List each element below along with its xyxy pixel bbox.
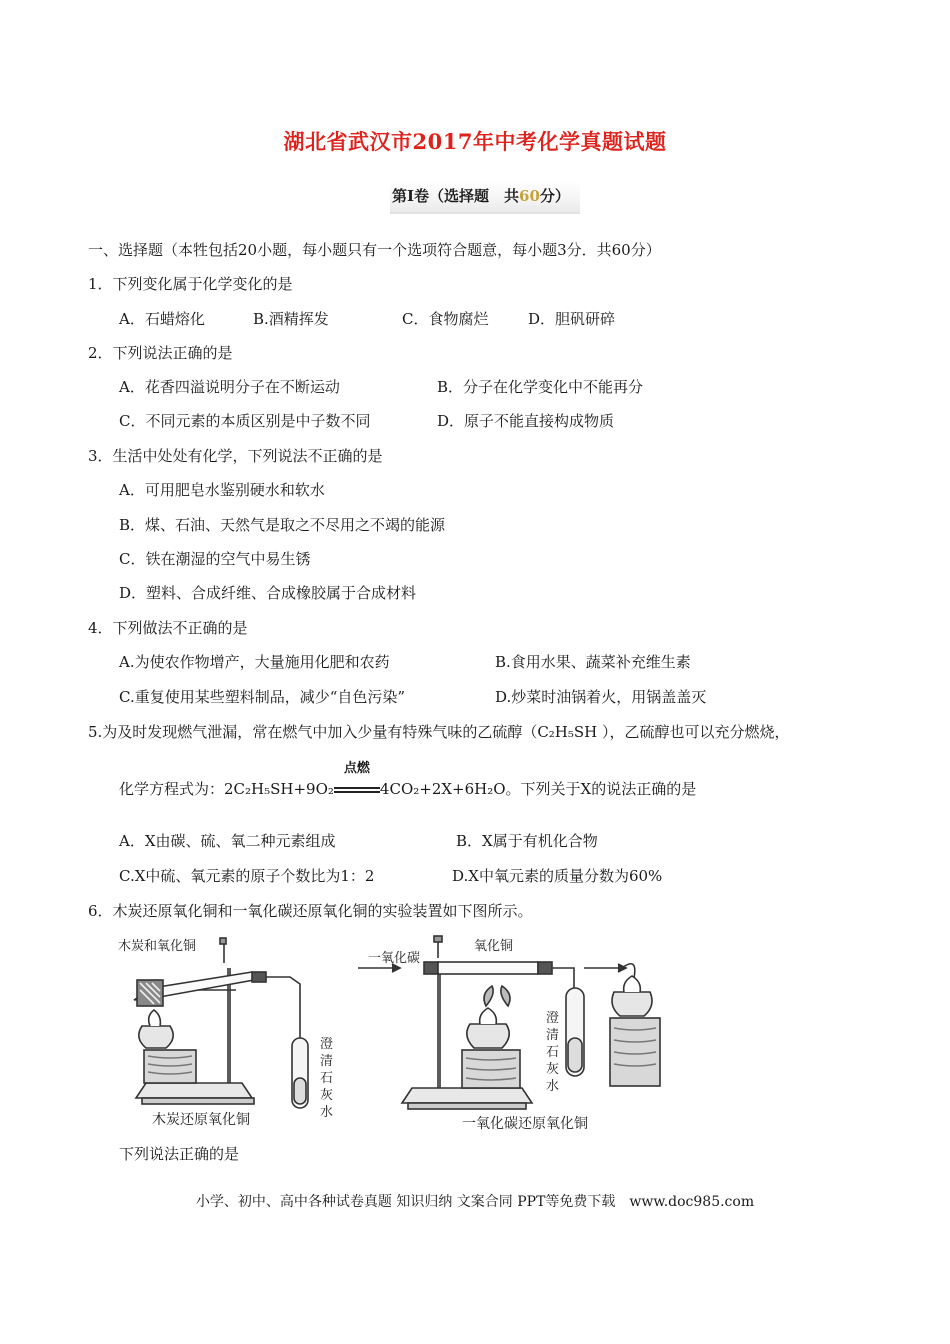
q2-option-a: A．花香四溢说明分子在不断运动: [119, 378, 340, 396]
section-heading: [390, 181, 580, 214]
charcoal-reduction-apparatus: [112, 928, 342, 1128]
right-limewater-char: 石: [546, 1045, 560, 1060]
right-figure-caption: 一氧化碳还原氧化铜: [462, 1116, 588, 1132]
equation-lead: 化学方程式为：2C₂H₅SH+9O₂: [119, 780, 334, 798]
instructions: 一、选择题（本牲包括20小题，每小题只有一个选项符合题意，每小题3分．共60分）: [88, 241, 661, 259]
section-suffix: 分）: [539, 187, 570, 205]
left-limewater-char: 水: [320, 1105, 334, 1120]
co-reduction-apparatus: [352, 928, 672, 1138]
q4-option-d: D.炒菜时油锅着火，用锅盖盖灭: [495, 688, 707, 706]
q4-option-a: A.为使农作物增产，大量施用化肥和农药: [119, 653, 390, 671]
condition-label: 点燃: [343, 761, 370, 776]
question-6-follow: 下列说法正确的是: [119, 1145, 240, 1163]
question-2-stem: 2．下列说法正确的是: [88, 344, 233, 362]
left-limewater-char: 灰: [320, 1088, 334, 1103]
q2-option-b: B．分子在化学变化中不能再分: [437, 378, 644, 396]
question-3-stem: 3．生活中处处有化学，下列说法不正确的是: [88, 447, 383, 465]
left-limewater-char: 石: [320, 1071, 334, 1086]
co-gas-label: 一氧化碳: [368, 951, 421, 966]
left-limewater-char: 澄: [320, 1037, 334, 1052]
copper-oxide-label: 氧化铜: [474, 939, 514, 954]
left-figure-caption: 木炭还原氧化铜: [152, 1112, 250, 1128]
q5-option-d: D.X中氧元素的质量分数为60%: [452, 867, 663, 885]
reaction-condition: [334, 761, 380, 799]
question-6-stem: 6．木炭还原氧化铜和一氧化碳还原氧化铜的实验装置如下图所示。: [88, 902, 533, 920]
equals-bars: [334, 787, 380, 793]
q5-option-a: A．X由碳、硫、氧二种元素组成: [119, 832, 336, 850]
q4-option-b: B.食用水果、蔬菜补充维生素: [495, 653, 691, 671]
page-footer: 小学、初中、高中各种试卷真题 知识归纳 文案合同 PPT等免费下载 www.doc985.com: [195, 1194, 755, 1210]
q3-option-d: D．塑料、合成纤维、合成橡胶属于合成材料: [119, 584, 417, 602]
q3-option-c: C．铁在潮湿的空气中易生锈: [119, 550, 311, 568]
page-title: 湖北省武汉市2017年中考化学真题试题: [283, 129, 667, 154]
right-limewater-char: 澄: [546, 1011, 560, 1026]
q5-option-b: B．X属于有机化合物: [456, 832, 598, 850]
equation-tail: 4CO₂+2X+6H₂O。下列关于X的说法正确的是: [379, 780, 697, 798]
question-4-stem: 4．下列做法不正确的是: [88, 619, 248, 637]
q3-option-b: B．煤、石油、天然气是取之不尽用之不竭的能源: [119, 516, 446, 534]
right-limewater-char: 灰: [546, 1062, 560, 1077]
section-points: 60: [519, 187, 540, 205]
right-limewater-char: 清: [546, 1028, 560, 1043]
q1-option-d: D．胆矾研碎: [528, 310, 616, 328]
section-prefix: 第Ⅰ卷（选择题 共: [392, 187, 520, 205]
q1-option-a: A．石蜡熔化: [119, 310, 205, 328]
q3-option-a: A．可用肥皂水鉴别硬水和软水: [119, 481, 325, 499]
left-limewater-char: 清: [320, 1054, 334, 1069]
q1-option-b: B.酒精挥发: [253, 310, 329, 328]
right-limewater-char: 水: [546, 1079, 560, 1094]
chemical-equation: [119, 761, 697, 799]
charcoal-cuo-label: 木炭和氧化铜: [118, 939, 197, 954]
q2-option-d: D．原子不能直接构成物质: [437, 412, 615, 430]
q4-option-c: C.重复使用某些塑料制品，减少“自色污染”: [119, 688, 406, 706]
q5-option-c: C.X中硫、氧元素的原子个数比为1：2: [119, 867, 375, 885]
q2-option-c: C．不同元素的本质区别是中子数不同: [119, 412, 371, 430]
question-1-stem: 1．下列变化属于化学变化的是: [88, 275, 293, 293]
q1-option-c: C．食物腐烂: [402, 310, 489, 328]
question-5-stem: 5.为及时发现燃气泄漏，常在燃气中加入少量有特殊气味的乙硫醇（C₂H₅SH ），乙硫醇也可以充分燃烧，: [88, 723, 790, 741]
